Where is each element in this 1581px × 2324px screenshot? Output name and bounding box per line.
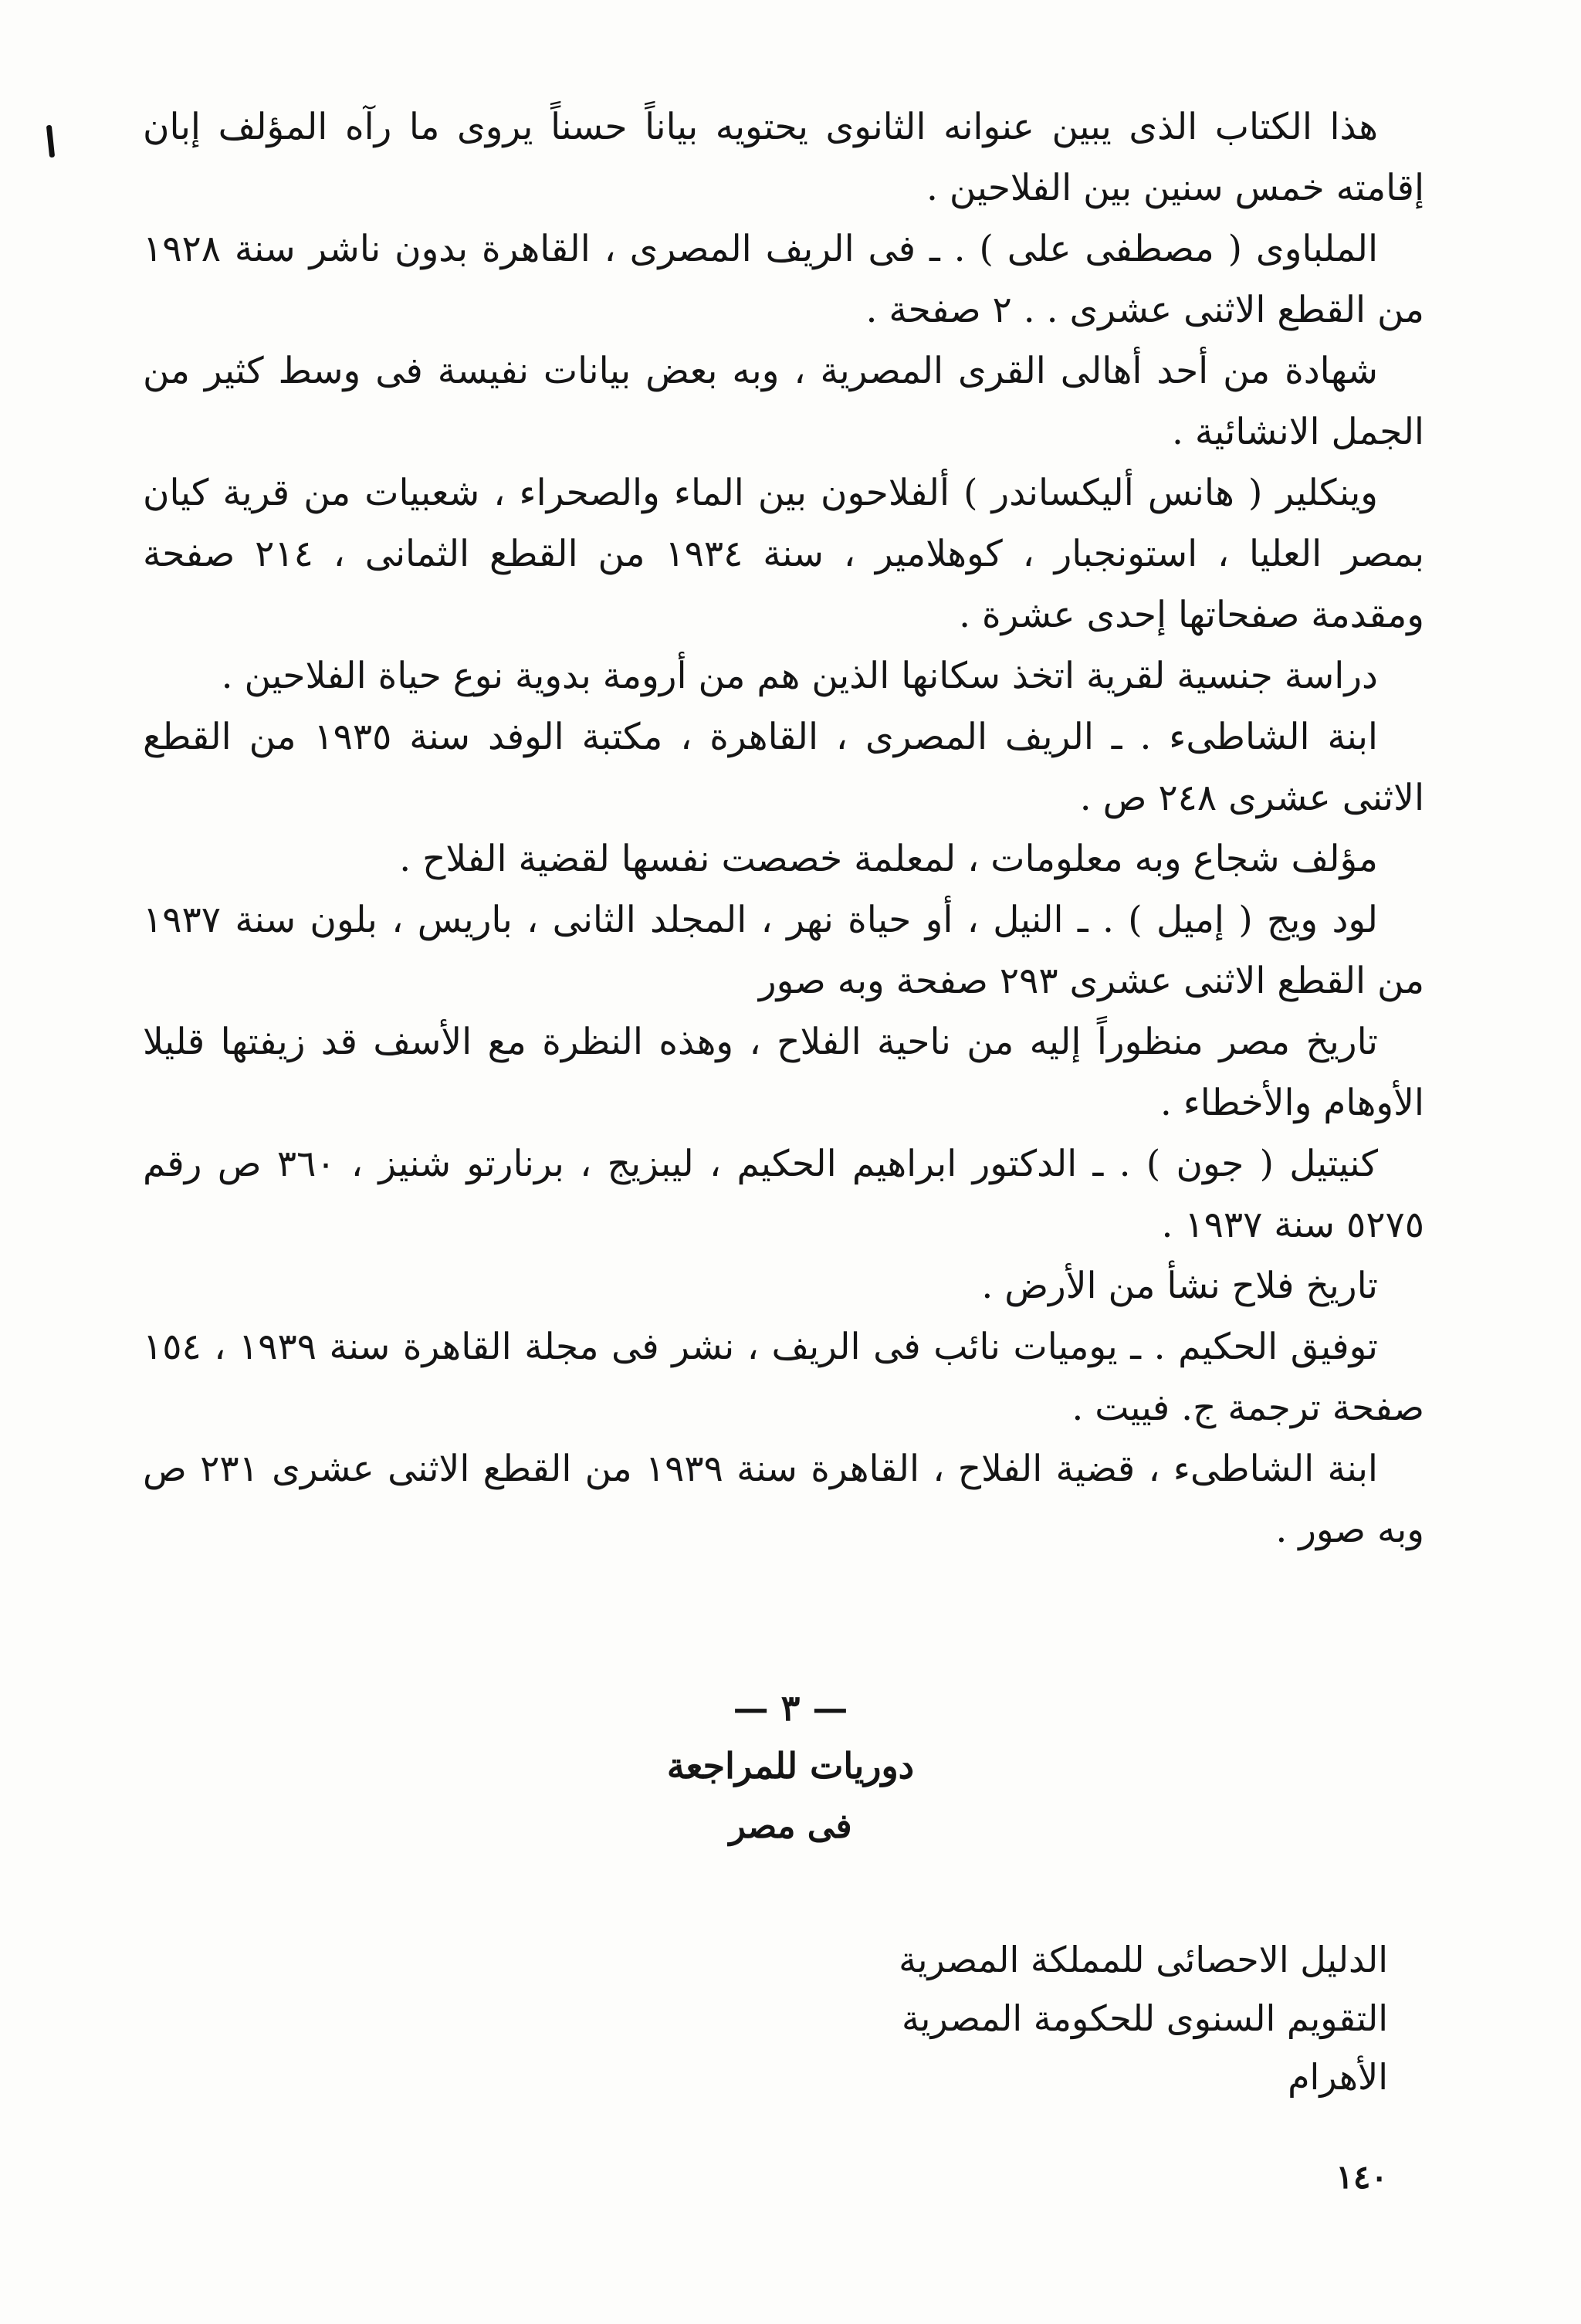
bibliography-entry: لود ويج ( إميل ) . ـ النيل ، أو حياة نهر ، المجلد الثانى ، باريس ، بلون سنة ١٩٣٧ من القطع الاثنى عشرى ٢٩٣ صفحة وبه صور xyxy=(143,899,1424,1002)
section-subtitle: فى مصر xyxy=(729,1807,852,1846)
margin-mark xyxy=(46,125,55,158)
bibliography-text xyxy=(143,97,1424,1560)
annotation-paragraph: تاريخ فلاح نشأ من الأرض . xyxy=(981,1265,1378,1307)
bibliography-entry: وينكلير ( هانس أليكساندر ) ألفلاحون بين الماء والصحراء ، شعبيات من قرية كيان بمصر العليا ، استونجبار ، كوهلامير ، سنة ١٩٣٤ من القطع الثمانى ، ٢١٤ صفحة ومقدمة صفحاتها إحدى عشرة . xyxy=(143,472,1424,636)
bibliography-entry: كنيتيل ( جون ) . ـ الدكتور ابراهيم الحكيم ، ليبزيج ، برنارتو شنيز ، ٣٦٠ ص رقم ٥٢٧٥ سنة ١٩٣٧ . xyxy=(143,1143,1424,1246)
periodicals-list xyxy=(616,1930,1388,2106)
annotation-paragraph: تاريخ مصر منظوراً إليه من ناحية الفلاح ، وهذه النظرة مع الأسف قد زيفتها قليلا الأوهام والأخطاء . xyxy=(143,1021,1424,1124)
annotation-paragraph: هذا الكتاب الذى يبين عنوانه الثانوى يحتويه بياناً حسناً يروى ما رآه المؤلف إبان إقامته خمس سنين بين الفلاحين . xyxy=(143,106,1424,209)
periodical-item: التقويم السنوى للحكومة المصرية xyxy=(901,1997,1388,2039)
bibliography-entry: الملباوى ( مصطفى على ) . ـ فى الريف المصرى ، القاهرة بدون ناشر سنة ١٩٢٨ من القطع الاثنى عشرى . . ٢ صفحة . xyxy=(143,228,1424,331)
page-number: ١٤٠ xyxy=(1336,2158,1388,2196)
annotation-paragraph: شهادة من أحد أهالى القرى المصرية ، وبه بعض بيانات نفيسة فى وسط كثير من الجمل الانشائية . xyxy=(143,350,1424,453)
periodical-item: الدليل الاحصائى للمملكة المصرية xyxy=(899,1939,1388,1980)
section-number: — ٣ — xyxy=(733,1687,848,1729)
bibliography-entry: ابنة الشاطىء ، قضية الفلاح ، القاهرة سنة ١٩٣٩ من القطع الاثنى عشرى ٢٣١ ص وبه صور . xyxy=(143,1448,1424,1551)
periodical-item: الأهرام xyxy=(1288,2056,1388,2098)
bibliography-entry: ابنة الشاطىء . ـ الريف المصرى ، القاهرة ، مكتبة الوفد سنة ١٩٣٥ من القطع الاثنى عشرى ٢٤٨ ص . xyxy=(143,716,1424,819)
section-title: دوريات للمراجعة xyxy=(666,1745,915,1787)
bibliography-entry: توفيق الحكيم . ـ يوميات نائب فى الريف ، نشر فى مجلة القاهرة سنة ١٩٣٩ ، ١٥٤ صفحة ترجمة ج. فييت . xyxy=(143,1326,1424,1429)
annotation-paragraph: مؤلف شجاع وبه معلومات ، لمعلمة خصصت نفسها لقضية الفلاح . xyxy=(399,838,1378,880)
annotation-paragraph: دراسة جنسية لقرية اتخذ سكانها الذين هم من أرومة بدوية نوع حياة الفلاحين . xyxy=(221,655,1378,697)
